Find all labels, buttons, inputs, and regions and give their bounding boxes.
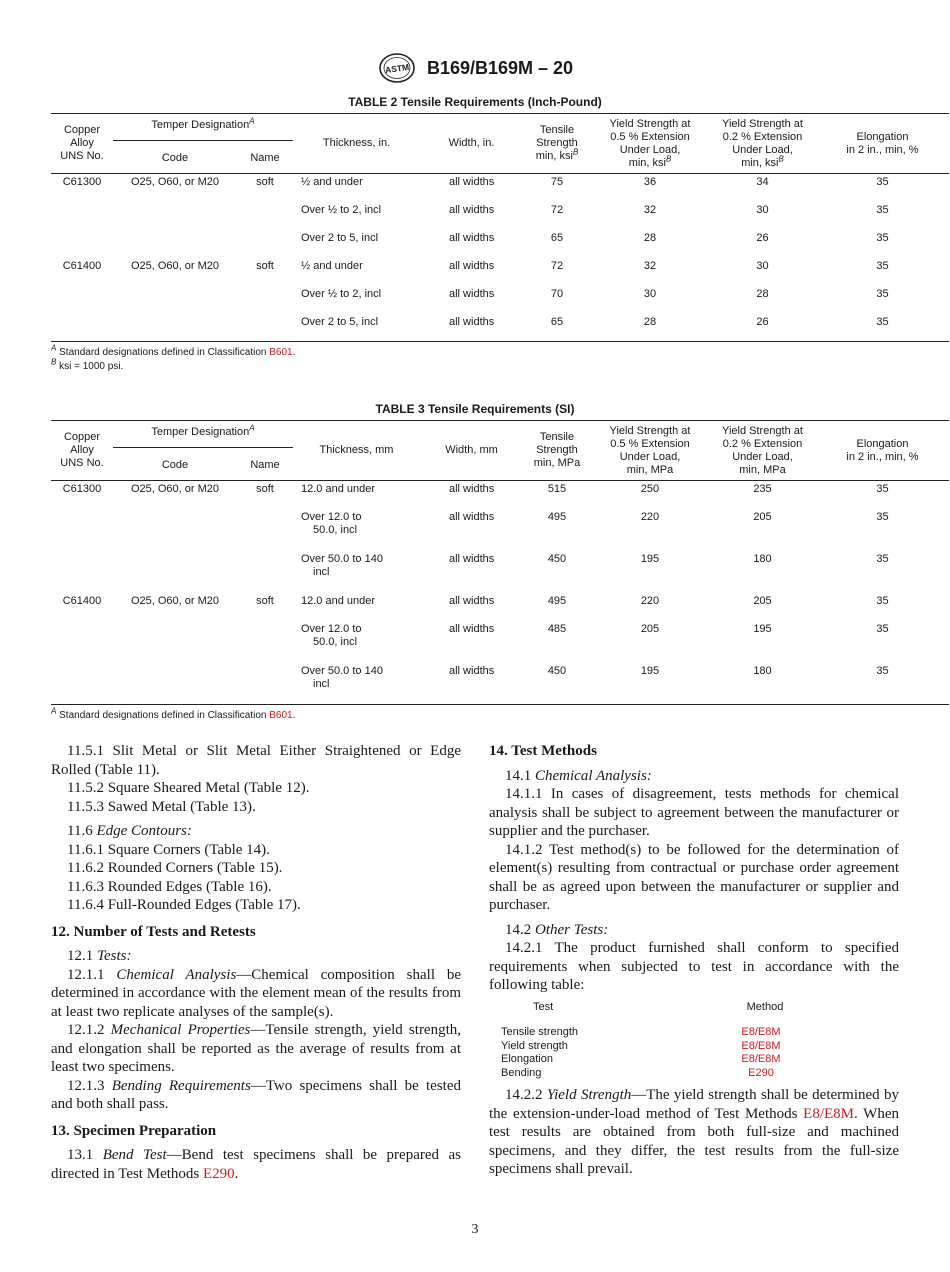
para-12-1-3: 12.1.3 Bending Requirements—Two specimens shall be tested and both shall pass. bbox=[51, 1077, 461, 1112]
col-yield-02: Yield Strength at 0.2 % Extension Under Load, min, ksi$^B$ bbox=[709, 114, 816, 174]
cell-tensile: 450 bbox=[547, 552, 567, 565]
table-row bbox=[51, 621, 949, 663]
cell-name bbox=[237, 286, 293, 314]
cell-thickness: Over ½ to 2, incl bbox=[301, 287, 382, 300]
col-copper-alloy: Copper Alloy UNS No. bbox=[51, 114, 113, 174]
cell-elongation: 35 bbox=[876, 622, 889, 635]
cell-name: soft bbox=[256, 594, 274, 607]
cell-tensile: 72 bbox=[550, 259, 564, 272]
para-11-6-4: 11.6.4 Full-Rounded Edges (Table 17). bbox=[67, 897, 301, 913]
cell-yield-05: 32 bbox=[643, 259, 657, 272]
cell-code: O25, O60, or M20 bbox=[130, 594, 220, 607]
cell-name: soft bbox=[256, 176, 274, 188]
cell-name bbox=[237, 509, 293, 551]
table-row bbox=[51, 593, 949, 621]
para-11-5-1: 11.5.1 Slit Metal or Slit Metal Either Straightened or Edge Rolled (Table 11). bbox=[51, 743, 461, 778]
cell-yield-05: 195 bbox=[591, 663, 709, 705]
col-temper-designation: Temper Designation$^A$ bbox=[113, 114, 293, 144]
para-12-1-2: 12.1.2 Mechanical Properties—Tensile strength, yield strength, and elongation shall be reported as the average of results from at least two specimens. bbox=[51, 1022, 462, 1075]
para-12-1-1: 12.1.1 Chemical Analysis—Chemical composition shall be determined in accordance with the element mean of the results from at least two replicate analyses of the sample(s). bbox=[51, 966, 462, 1020]
cell-yield-02: 180 bbox=[709, 663, 816, 705]
table-3 bbox=[51, 402, 919, 723]
cell-yield-02: 205 bbox=[753, 594, 772, 607]
cell-elongation: 35 bbox=[876, 552, 889, 565]
cell-code bbox=[113, 509, 237, 551]
cell-thickness-line: 12.0 and under bbox=[301, 594, 376, 607]
method-link[interactable]: E8/E8M bbox=[741, 1053, 781, 1065]
cell-yield-05: 250 bbox=[640, 483, 660, 495]
cell-yield-05: 28 bbox=[643, 231, 657, 244]
cell-thickness: Over ½ to 2, incl bbox=[301, 203, 382, 216]
cell-code: O25, O60, or M20 bbox=[130, 483, 220, 495]
e8-e8m-link[interactable]: E8/E8M bbox=[803, 1105, 854, 1122]
cell-elongation: 35 bbox=[876, 203, 889, 216]
cell-width: all widths bbox=[420, 663, 523, 705]
cell-thickness: Over 2 to 5, incl bbox=[301, 231, 379, 244]
cell-tensile: 495 bbox=[547, 510, 567, 523]
cell-tensile: 75 bbox=[550, 176, 564, 188]
para-11-5-3: 11.5.3 Sawed Metal (Table 13). bbox=[67, 798, 256, 815]
table-2-title: TABLE 2 Tensile Requirements (Inch-Pound) bbox=[348, 95, 602, 109]
cell-width: all widths bbox=[449, 203, 495, 216]
right-column bbox=[489, 742, 899, 1179]
para-13-1: 13.1 Bend Test—Bend test specimens shall be prepared as directed in Test Methods E290. bbox=[51, 1147, 461, 1182]
table-row bbox=[51, 286, 949, 314]
astm-logo-icon bbox=[377, 52, 417, 84]
col-thickness: Thickness, mm bbox=[293, 421, 420, 481]
cell-elongation: 35 bbox=[816, 663, 949, 705]
page-number: 3 bbox=[471, 1222, 479, 1237]
cell-width: all widths bbox=[449, 231, 495, 244]
cell-width: all widths bbox=[449, 510, 495, 523]
col-copper-alloy: Copper Alloy UNS No. bbox=[51, 421, 113, 481]
cell-code bbox=[113, 551, 237, 593]
col-yield-05: Yield Strength at 0.5 % Extension Under Load, min, MPa bbox=[591, 421, 709, 481]
para-11-5-2: 11.5.2 Square Sheared Metal (Table 12). bbox=[67, 780, 310, 796]
astm-logo-text: ASTM bbox=[384, 61, 410, 76]
cell-yield-02: 26 bbox=[709, 314, 816, 342]
cell-thickness-line: Over 50.0 to 140 bbox=[301, 552, 383, 565]
cell-alloy bbox=[51, 621, 113, 663]
para-12-1: 12.1 Tests: bbox=[67, 948, 132, 964]
table-row bbox=[51, 551, 949, 593]
cell-thickness-line: 50.0, incl bbox=[313, 523, 358, 536]
test-name: Elongation bbox=[501, 1053, 553, 1065]
cell-thickness-line: Over 50.0 to 140 bbox=[301, 664, 383, 677]
cell-width: all widths bbox=[420, 314, 523, 342]
cell-yield-05: 220 bbox=[640, 594, 660, 607]
col-yield-05: Yield Strength at 0.5 % Extension Under Load, min, ksi$^B$ bbox=[591, 114, 709, 174]
cell-alloy bbox=[51, 286, 113, 314]
cell-yield-02: 26 bbox=[756, 231, 769, 244]
cell-yield-02: 205 bbox=[753, 510, 772, 523]
cell-alloy bbox=[51, 551, 113, 593]
cell-thickness-line: 12.0 and under bbox=[301, 483, 376, 495]
cell-tensile: 515 bbox=[547, 483, 567, 495]
cell-elongation: 35 bbox=[876, 231, 889, 244]
para-11-6-3: 11.6.3 Rounded Edges (Table 16). bbox=[67, 878, 272, 895]
test-method-table bbox=[489, 1001, 899, 1081]
table-3-title: TABLE 3 Tensile Requirements (SI) bbox=[375, 402, 575, 416]
para-14-2-2: 14.2.2 Yield Strength—The yield strength shall be determined by the extension-under-load method of Test Methods E8/E8M. When test results are obtained from both full-size and machined specimens, and they differ, the test results from the full-size specimens shall prevail. bbox=[489, 1087, 899, 1177]
cell-alloy: C61300 bbox=[62, 176, 102, 188]
table-2-footnote-b: $^B$ ksi = 1000 psi. bbox=[51, 357, 124, 372]
cell-thickness bbox=[293, 621, 420, 663]
col-name: Name bbox=[237, 451, 293, 481]
cell-code bbox=[113, 286, 237, 314]
table-row bbox=[51, 230, 949, 258]
method-link[interactable]: E8/E8M bbox=[741, 1039, 781, 1052]
cell-elongation: 35 bbox=[876, 176, 889, 188]
cell-width: all widths bbox=[449, 176, 495, 188]
col-code: Code bbox=[113, 451, 237, 481]
cell-yield-05: 32 bbox=[643, 203, 657, 216]
cell-tensile: 70 bbox=[550, 287, 564, 300]
cell-width: all widths bbox=[449, 552, 495, 565]
cell-code bbox=[113, 230, 237, 258]
cell-elongation: 35 bbox=[816, 314, 949, 342]
b601-link[interactable]: B601 bbox=[269, 710, 293, 721]
cell-thickness: ½ and under bbox=[301, 176, 363, 188]
cell-tensile: 65 bbox=[550, 231, 564, 244]
table-2 bbox=[51, 95, 919, 374]
cell-code: O25, O60, or M20 bbox=[130, 259, 220, 272]
cell-thickness bbox=[293, 481, 420, 509]
cell-thickness: ½ and under bbox=[301, 259, 363, 272]
cell-alloy: C61300 bbox=[62, 483, 102, 495]
cell-name: soft bbox=[256, 259, 274, 272]
cell-thickness-line: incl bbox=[313, 677, 330, 690]
document-header bbox=[0, 52, 950, 84]
table-row bbox=[51, 202, 949, 230]
cell-alloy: C61400 bbox=[62, 259, 102, 272]
col-tensile-strength: Tensile Strength min, MPa bbox=[523, 421, 591, 481]
cell-elongation: 35 bbox=[876, 259, 889, 272]
cell-thickness-line: 50.0, incl bbox=[313, 635, 358, 648]
test-name: Yield strength bbox=[501, 1039, 568, 1052]
test-method-row bbox=[489, 1026, 899, 1040]
para-14-1-2: 14.1.2 Test method(s) to be followed for the determination of element(s) resulting from contractual or purchase order agreement shall be as agreed upon between the manufacturer or supplier and purchaser. bbox=[489, 841, 899, 913]
table-row bbox=[51, 314, 949, 342]
cell-thickness bbox=[293, 593, 420, 621]
cell-yield-05: 195 bbox=[640, 552, 660, 565]
para-11-6: 11.6 Edge Contours: bbox=[67, 823, 192, 839]
test-method-row bbox=[489, 1040, 899, 1054]
para-14-2-1: 14.2.1 The product furnished shall conform to specified requirements when subjected to test in accordance with the following table: bbox=[489, 940, 899, 993]
para-14-1: 14.1 Chemical Analysis: bbox=[505, 767, 652, 784]
para-11-6-1: 11.6.1 Square Corners (Table 14). bbox=[67, 841, 270, 858]
col-test: Test bbox=[533, 1000, 554, 1013]
col-tensile-strength: Tensile Strength min, ksi$^B$ bbox=[523, 114, 591, 174]
cell-name bbox=[237, 314, 293, 342]
col-width: Width, mm bbox=[420, 421, 523, 481]
cell-width: all widths bbox=[449, 287, 495, 300]
b601-link[interactable]: B601 bbox=[269, 347, 293, 358]
cell-yield-02: 30 bbox=[756, 259, 769, 272]
cell-tensile: 450 bbox=[523, 663, 591, 705]
cell-width: all widths bbox=[449, 483, 495, 495]
cell-thickness-line: incl bbox=[313, 565, 330, 578]
col-method: Method bbox=[746, 1000, 784, 1013]
cell-name bbox=[237, 230, 293, 258]
cell-alloy bbox=[51, 202, 113, 230]
cell-elongation: 35 bbox=[876, 287, 889, 300]
designation: B169/B169M – 20 bbox=[426, 57, 574, 78]
cell-alloy bbox=[51, 230, 113, 258]
cell-name bbox=[237, 202, 293, 230]
para-14-1-1: 14.1.1 In cases of disagreement, tests methods for chemical analysis shall be subject to agreement between the manufacturer or supplier and the purchaser. bbox=[489, 786, 899, 839]
table-row bbox=[51, 258, 949, 286]
table-row bbox=[51, 663, 949, 705]
cell-yield-05: 30 bbox=[643, 287, 657, 300]
col-temper-designation: Temper Designation$^A$ bbox=[113, 421, 293, 451]
table-3-footnote-a: $^A$ Standard designations defined in Classification B601. bbox=[51, 706, 296, 721]
cell-elongation: 35 bbox=[876, 483, 889, 495]
cell-tensile: 72 bbox=[550, 203, 564, 216]
cell-yield-05: 220 bbox=[640, 510, 660, 523]
cell-yield-02: 28 bbox=[756, 287, 769, 300]
cell-yield-05: 36 bbox=[643, 176, 657, 188]
cell-yield-02: 195 bbox=[753, 622, 772, 635]
cell-name: soft bbox=[256, 483, 274, 495]
cell-thickness: Over 2 to 5, incl bbox=[293, 314, 420, 342]
test-method-row bbox=[489, 1067, 899, 1081]
cell-name bbox=[237, 551, 293, 593]
cell-tensile: 65 bbox=[523, 314, 591, 342]
cell-width: all widths bbox=[449, 259, 495, 272]
col-thickness: Thickness, in. bbox=[293, 114, 420, 174]
cell-yield-02: 180 bbox=[753, 552, 772, 565]
cell-elongation: 35 bbox=[876, 594, 889, 607]
e290-link[interactable]: E290 bbox=[202, 1165, 235, 1182]
cell-yield-05: 205 bbox=[640, 622, 660, 635]
cell-yield-02: 34 bbox=[756, 176, 769, 188]
para-14-2: 14.2 Other Tests: bbox=[505, 921, 609, 938]
cell-alloy bbox=[51, 509, 113, 551]
table-row bbox=[51, 481, 949, 509]
test-method-row bbox=[489, 1053, 899, 1067]
test-name: Bending bbox=[501, 1066, 542, 1079]
cell-yield-02: 235 bbox=[753, 483, 772, 495]
table-row bbox=[51, 509, 949, 551]
cell-thickness-line: Over 12.0 to bbox=[301, 510, 362, 523]
col-elongation: Elongation in 2 in., min, % bbox=[816, 421, 949, 481]
cell-name bbox=[237, 663, 293, 705]
col-name: Name bbox=[237, 144, 293, 174]
table-2-grid bbox=[51, 113, 949, 342]
cell-code bbox=[113, 621, 237, 663]
cell-code bbox=[113, 314, 237, 342]
col-width: Width, in. bbox=[420, 114, 523, 174]
left-column bbox=[51, 742, 461, 1183]
table-3-grid bbox=[51, 420, 949, 705]
col-code: Code bbox=[113, 144, 237, 174]
table-row bbox=[51, 174, 949, 202]
cell-yield-02: 30 bbox=[756, 203, 769, 216]
section-14-heading: 14. Test Methods bbox=[489, 743, 597, 759]
cell-thickness-line: Over 12.0 to bbox=[301, 622, 362, 635]
table-2-footnote-a: $^A$ Standard designations defined in Classification B601. bbox=[51, 343, 296, 358]
cell-yield-05: 28 bbox=[591, 314, 709, 342]
cell-name bbox=[237, 621, 293, 663]
cell-alloy bbox=[51, 663, 113, 705]
cell-thickness bbox=[293, 663, 420, 705]
cell-width: all widths bbox=[449, 622, 495, 635]
cell-tensile: 495 bbox=[547, 594, 567, 607]
cell-code bbox=[113, 202, 237, 230]
test-name: Tensile strength bbox=[501, 1026, 579, 1038]
cell-elongation: 35 bbox=[876, 510, 889, 523]
para-11-6-2: 11.6.2 Rounded Corners (Table 15). bbox=[67, 860, 283, 876]
method-link[interactable]: E8/E8M bbox=[741, 1026, 781, 1038]
cell-width: all widths bbox=[449, 594, 495, 607]
section-13-heading: 13. Specimen Preparation bbox=[51, 1122, 217, 1139]
cell-tensile: 485 bbox=[547, 622, 567, 635]
cell-thickness bbox=[293, 551, 420, 593]
method-link[interactable]: E290 bbox=[748, 1066, 774, 1079]
cell-code: O25, O60, or M20 bbox=[130, 176, 220, 188]
section-12-heading: 12. Number of Tests and Retests bbox=[51, 923, 256, 940]
cell-code bbox=[113, 663, 237, 705]
cell-alloy bbox=[51, 314, 113, 342]
col-yield-02: Yield Strength at 0.2 % Extension Under Load, min, MPa bbox=[709, 421, 816, 481]
cell-thickness bbox=[293, 509, 420, 551]
col-elongation: Elongation in 2 in., min, % bbox=[816, 114, 949, 174]
cell-alloy: C61400 bbox=[62, 594, 102, 607]
